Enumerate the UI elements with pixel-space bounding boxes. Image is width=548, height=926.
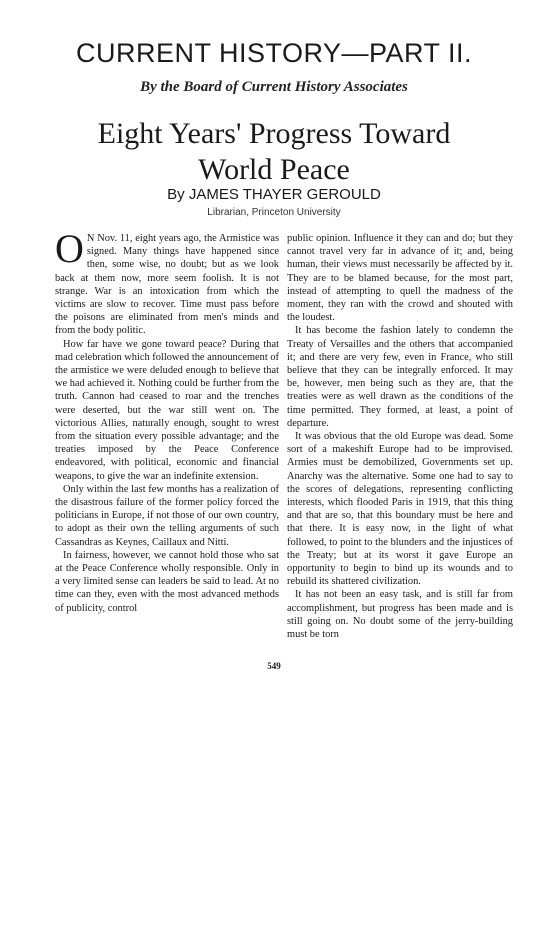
- board-byline: By the Board of Current History Associates: [140, 79, 408, 95]
- article-title-line-1: Eight Years' Progress Toward: [97, 117, 451, 150]
- paragraph-text: N Nov. 11, eight years ago, the Armistice was signed. Many things have happened since then, some wise, no doubt; but as we look back at them now, more seem foolish. It is not strange. War is an intoxication from which the victims are slow to recover. Time must pass before the poisons are eliminated from men's minds and from the body politic.: [55, 233, 279, 337]
- drop-cap: O: [55, 226, 84, 271]
- paragraph: How far have we gone toward peace? During that mad celebration which followed the announcement of the armistice we were deluded enough to believe that we had achieved it. Nothing could be further from the truth. Cannon had ceased to roar and the trenches were deserted, but the war still went on. The victorious Allies, naturally enough, sought to wrest from the situation every possible advantage; and the treaties imposed by the Peace Conference endeavored, with political, economic and financial weapons, to give the war an indefinite extension.: [55, 338, 279, 482]
- paragraph: It has become the fashion lately to condemn the Treaty of Versailles and the others that accompanied it; and there are very few, even in France, who still believe that they can be integrally enforced. It may be, however, men being such as they are, that the treaties were as well drawn as the conditions of the time permitted. They formed, at least, a point of departure.: [287, 325, 513, 429]
- paragraph: public opinion. Influence it they can and do; but they cannot travel very far in advance of it; and, being human, their views must necessarily be affected by it. They are to be blamed because, for the most part, instead of attempting to quell the madness of the moment, they ran with the crowd and shouted with the loudest.: [287, 233, 513, 324]
- author-byline: By JAMES THAYER GEROULD: [167, 186, 381, 203]
- text-column-left: [55, 226, 279, 615]
- page-number: 549: [267, 661, 281, 671]
- article-title-line-2: World Peace: [198, 153, 350, 186]
- article-title: [0, 116, 548, 188]
- paragraph: It has not been an easy task, and is still far from accomplishment, but progress has been made and is still going on. No doubt some of the jerry-building must be torn: [287, 589, 513, 641]
- paragraph: In fairness, however, we cannot hold those who sat at the Peace Conference wholly responsible. Only in a very limited sense can leaders be said to lead. At no time can they, even with the most advanced methods of publicity, control: [55, 549, 279, 614]
- paragraph: Only within the last few months has a realization of the disastrous failure of the former policy forced the politicians in Europe, if not those of our own country, to adopt as their own the telling arguments of such Cassandras as Keynes, Caillaux and Nitti.: [55, 483, 279, 548]
- paragraph: It was obvious that the old Europe was dead. Some sort of a makeshift Europe had to be improvised. Armies must be demobilized, Governments set up. Anarchy was the alternative. Some one had to say to the scores of delegations, representing conflicting interests, which flooded Paris in 1919, that this thing and that are so, that this boundary must be here and that there. It is easy now, in the light of what followed, to point to the blunders and the injustices of the Treaty; but at its worst it gave Europe an opportunity to begin to bind up its wounds and to rebuild its shattered civilization.: [287, 431, 513, 588]
- paragraph: [55, 226, 279, 338]
- author-affiliation: Librarian, Princeton University: [207, 207, 341, 218]
- text-column-right: [287, 232, 513, 641]
- section-masthead: CURRENT HISTORY—PART II.: [75, 38, 473, 68]
